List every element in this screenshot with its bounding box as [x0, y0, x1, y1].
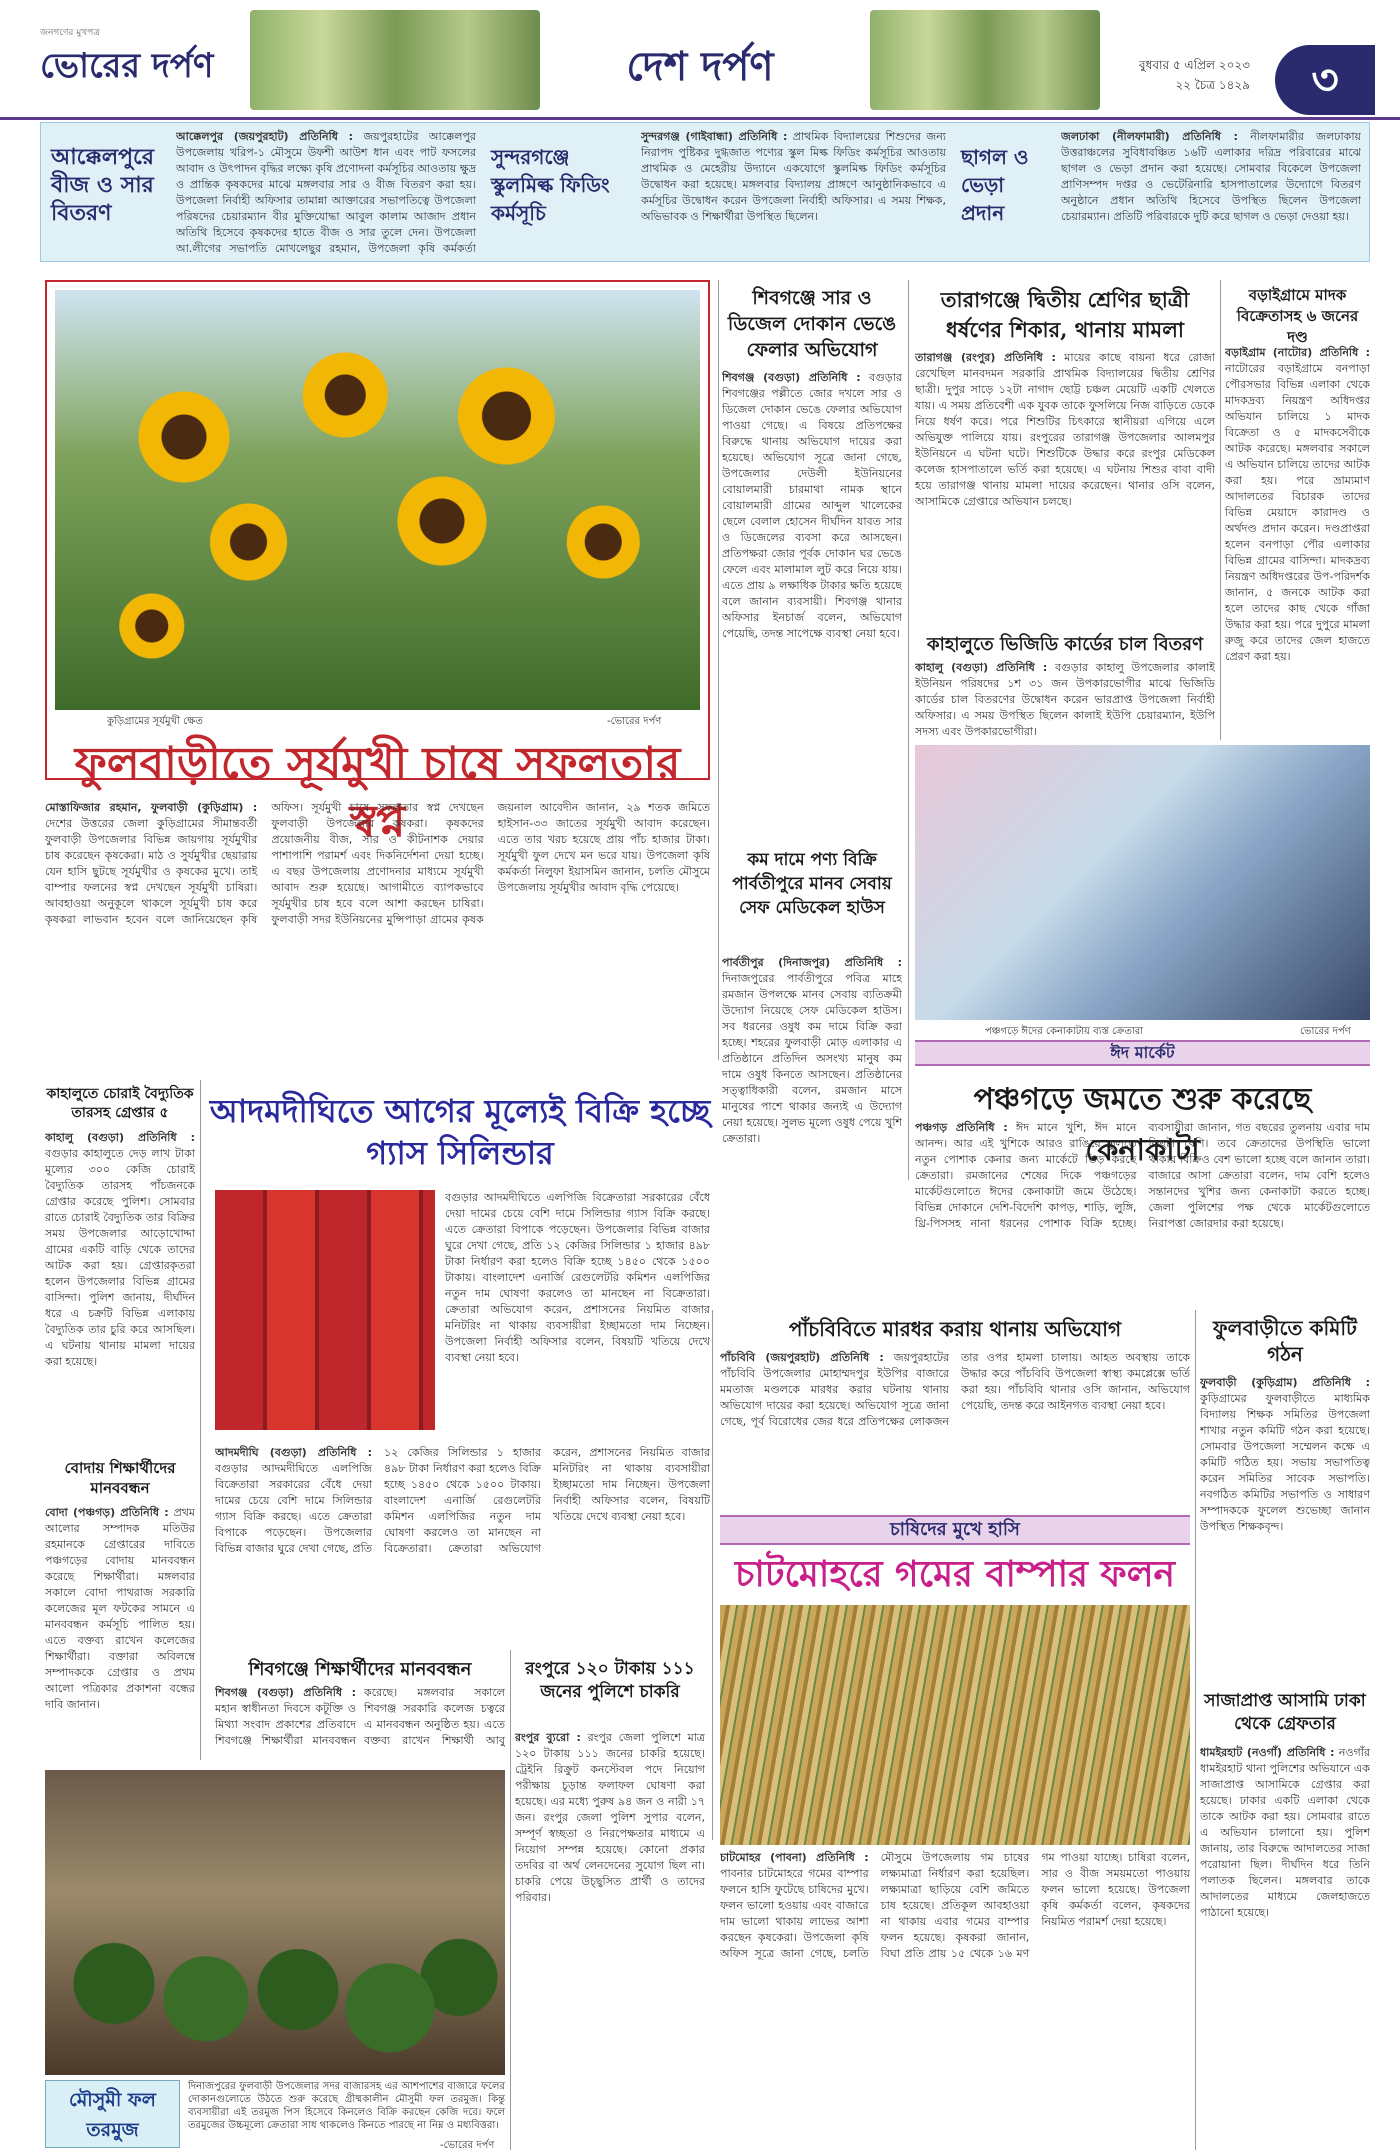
masthead-photo-strip-left [250, 10, 540, 110]
panchbibi-text: জয়পুরহাটের পাঁচবিবি উপজেলার মোহাম্মদপুর ইউপির বাজারে মমতাজ মণ্ডলকে মারধর করার ঘটনায় থানায় অভিযোগ দায়ের করা হয়েছে। অভিযোগ সূত্রে জানা গেছে, পূর্ব বিরোধের জের ধরে প্রতিপক্ষের লোকজন তার ওপর হামলা চালায়। আহত অবস্থায় তাকে উদ্ধার করে পাঁচবিবি উপজেলা স্বাস্থ্য কমপ্লেক্সে ভর্তি করা হয়। পাঁচবিবি থানার ওসি জানান, অভিযোগ পেয়েছি, তদন্ত করে আইনগত ব্যবস্থা নেয়া হবে। [720, 1351, 1190, 1428]
fulbari-committee-text: কুড়িগ্রামের ফুলবাড়ীতে মাধ্যমিক বিদ্যালয় শিক্ষক সমিতির উপজেলা শাখার নতুন কমিটি গঠন করা হয়েছে। সোমবার উপজেলা সম্মেলন কক্ষে এ কমিটি গঠিত হয়। সভায় সভাপতিত্ব করেন সমিতির সাবেক সভাপতি। নবগঠিত কমিটির সভাপতি ও সাধারণ সম্পাদককে ফুলেল শুভেচ্ছা জানান উপস্থিত শিক্ষকবৃন্দ। [1200, 1392, 1370, 1533]
sajaprapta-body [1200, 1745, 1370, 2145]
taraganj-byline: তারাগঞ্জ (রংপুর) প্রতিনিধি : [915, 351, 1056, 364]
column-rule [200, 1080, 201, 1760]
shibganj-rally-headline[interactable]: শিবগঞ্জে শিক্ষার্থীদের মানববন্ধন [248, 1659, 472, 1680]
brief-jaldhaka-text: নীলফামারীর জলঢাকায় উত্তরাঞ্চলের সুবিধাবঞ্চিত ১৬টি এলাকার দরিদ্র পরিবারের মাঝে ছাগল ও ভেড়া প্রদান করা হয়েছে। সোমবার বিকেলে উপজেলা প্রাণিসম্পদ দপ্তর ও ভেটেরিনারি হাসপাতালের উদ্যোগে বিতরণ অনুষ্ঠানে প্রধান অতিথি হিসেবে উপস্থিত ছিলেন উপজেলা চেয়ারম্যান। প্রতিটি পরিবারকে দুটি করে ছাগল ও ভেড়া দেওয়া হয়। [1061, 130, 1361, 223]
brief-sundarganj-text: প্রাথমিক বিদ্যালয়ের শিশুদের জন্য নিরাপদ পুষ্টিকর দুগ্ধজাত পণ্যের স্কুল মিল্ক ফিডিং কর্মসূচির আওতায় প্রাথমিক ও মেহেরীয় উদ্যানে একযোগে স্কুলমিল্ক ফিডিং কর্মসূচির উদ্বোধন করা হয়েছে। মঙ্গলবার বিদ্যালয় প্রাঙ্গণে আনুষ্ঠানিকভাবে এ কর্মসূচির উদ্বোধন করেন উপজেলা নির্বাহী অফিসার। এ সময় শিক্ষক, অভিভাবক ও শিক্ষার্থীরা উপস্থিত ছিলেন। [641, 130, 946, 223]
brief-jaldhaka-headline[interactable]: ছাগল ও ভেড়া প্রদান [961, 145, 1029, 225]
fulbari-committee-body [1200, 1375, 1370, 1675]
fulbari-committee-headline[interactable]: ফুলবাড়ীতে কমিটি গঠন [1213, 1316, 1357, 1366]
gas-headline[interactable]: আদমদীঘিতে আগের মূল্যেই বিক্রি হচ্ছে গ্যাস সিলিন্ডার [209, 1092, 711, 1172]
taraganj-headline[interactable]: তারাগঞ্জে দ্বিতীয় শ্রেণির ছাত্রী ধর্ষণের শিকার, থানায় মামলা [940, 287, 1190, 342]
brief-jaldhaka-byline: জলঢাকা (নীলফামারী) প্রতিনিধি : [1061, 130, 1238, 143]
kahalu-vgd-text: বগুড়ার কাহালু উপজেলার কালাই ইউনিয়ন পরিষদের ১শ ৩১ জন উপকারভোগীর মাঝে ভিজিডি কার্ডের চাল বিতরণের উদ্বোধন করেন ভারপ্রাপ্ত উপজেলা নির্বাহী অফিসার। এ সময় উপস্থিত ছিলেন কালাই ইউপি চেয়ারম্যান, ইউপি সদস্য এবং উপকারভোগীরা। [915, 661, 1215, 738]
eid-photo-credit: ভোরের দর্পণ [1300, 1026, 1351, 1037]
shibganj-sar-headline[interactable]: শিবগঞ্জে সার ও ডিজেল দোকান ভেঙে ফেলার অভিযোগ [727, 287, 897, 361]
panchbibi-headline[interactable]: পাঁচবিবিতে মারধর করায় থানায় অভিযোগ [788, 1317, 1122, 1341]
brief-sundarganj-body [641, 129, 946, 257]
brief-jaldhaka-body [1061, 129, 1361, 257]
baraigram-body [1225, 345, 1370, 740]
date-english: বুধবার ৫ এপ্রিল ২০২৩ [1138, 58, 1250, 72]
rangpur-body [515, 1730, 705, 2150]
gas-text-b: বগুড়ার আদমদীঘিতে এলপিজি বিক্রেতারা সরকারের বেঁধে দেয়া দামের চেয়ে বেশি দামে সিলিন্ডার গ্যাস বিক্রি করছে। এতে ক্রেতারা বিপাকে পড়েছেন। উপজেলার বিভিন্ন বাজার ঘুরে দেখা গেছে, প্রতি ১২ কেজির সিলিন্ডার ১ হাজার ৪৯৮ টাকা নির্ধারণ করা হলেও বিক্রি হচ্ছে ১৪৫০ থেকে ১৫০০ টাকায়। বাংলাদেশ এনার্জি রেগুলেটরি কমিশন এলপিজির নতুন দাম ঘোষণা করলেও তা মানছেন না বিক্রেতারা। ক্রেতারা অভিযোগ করেন, প্রশাসনের নিয়মিত বাজার মনিটরিং না থাকায় ব্যবসায়ীরা ইচ্ছামতো দাম নিচ্ছেন। উপজেলা নির্বাহী অফিসার বলেন, বিষয়টি খতিয়ে দেখে ব্যবস্থা নেয়া হবে। [215, 1446, 710, 1555]
shibganj-rally-byline: শিবগঞ্জ (বগুড়া) প্রতিনিধি : [215, 1686, 356, 1699]
lead-photo-credit: -ভোরের দর্পণ [607, 716, 662, 727]
gas-text-a: বগুড়ার আদমদীঘিতে এলপিজি বিক্রেতারা সরকারের বেঁধে দেয়া দামের চেয়ে বেশি দামে সিলিন্ডার গ্যাস বিক্রি করছে। এতে ক্রেতারা বিপাকে পড়েছেন। উপজেলার বিভিন্ন বাজার ঘুরে দেখা গেছে, প্রতি ১২ কেজির সিলিন্ডার ১ হাজার ৪৯৮ টাকা নির্ধারণ করা হলেও বিক্রি হচ্ছে ১৪৫০ থেকে ১৫০০ টাকায়। বাংলাদেশ এনার্জি রেগুলেটরি কমিশন এলপিজির নতুন দাম ঘোষণা করলেও তা মানছেন না বিক্রেতারা। ক্রেতারা অভিযোগ করেন, প্রশাসনের নিয়মিত বাজার মনিটরিং না থাকায় ব্যবসায়ীরা ইচ্ছামতো দাম নিচ্ছেন। উপজেলা নির্বাহী অফিসার বলেন, বিষয়টি খতিয়ে দেখে ব্যবস্থা নেয়া হবে। [445, 1191, 710, 1364]
boda-text: প্রথম আলোর সম্পাদক মতিউর রহমানকে গ্রেপ্তারের দাবিতে পঞ্চগড়ের বোদায় মানববন্ধন করেছে শিক্ষার্থীরা। মঙ্গলবার সকালে বোদা পাথরাজ সরকারি কলেজের মূল ফটকের সামনে এ মানববন্ধন কর্মসূচি পালিত হয়। এতে বক্তব্য রাখেন কলেজের শিক্ষার্থীরা। বক্তারা অবিলম্বে সম্পাদককে গ্রেপ্তার ও প্রথম আলো পত্রিকার প্রকাশনা বন্ধের দাবি জানান। [45, 1506, 195, 1711]
parbatipur-body [722, 955, 902, 1180]
brief-akkelpur-byline: আক্কেলপুর (জয়পুরহাট) প্রতিনিধি : [176, 130, 353, 143]
melon-credit: -ভোরের দর্পণ [440, 2140, 495, 2151]
newspaper-logo[interactable] [40, 25, 240, 105]
parbatipur-byline: পার্বতীপুর (দিনাজপুর) প্রতিনিধি : [722, 956, 902, 969]
sajaprapta-text: নওগাঁর ধামইরহাট থানা পুলিশের অভিযানে এক সাজাপ্রাপ্ত আসামিকে গ্রেপ্তার করা হয়েছে। ঢাকার একটি এলাকা থেকে তাকে আটক করা হয়। সোমবার রাতে এ অভিযান চালানো হয়। পুলিশ জানায়, তার বিরুদ্ধে আদালতের সাজা পরোয়ানা ছিল। দীর্ঘদিন ধরে তিনি পলাতক ছিলেন। মঙ্গলবার তাকে আদালতের মাধ্যমে জেলহাজতে পাঠানো হয়েছে। [1200, 1746, 1370, 1919]
eid-headline[interactable]: পঞ্চগড়ে জমতে শুরু করেছে কেনাকাটা [973, 1082, 1312, 1168]
kahalu-vgd-headline[interactable]: কাহালুতে ভিজিডি কার্ডের চাল বিতরণ [927, 634, 1203, 655]
lead-text: দেশের উত্তরের জেলা কুড়িগ্রামের সীমান্তবর্তী ফুলবাড়ী উপজেলার বিভিন্ন জায়গায় সূর্যমুখীর চাষ করেছেন কৃষকেরা। মাঠ ও সুর্যমুখীর ছেয়ারায় যেন হাসি ছুটছে সূর্যমুখীর ও কৃষকের মুখে। তাই বাম্পার ফলনের স্বপ্ন দেখছেন সূর্যমুখী চাষিরা। আবহাওয়া অনুকূলে থাকলে সূর্যমুখী চাষ করে কৃষকরা লাভবান হবেন বলে জানিয়েছেন কৃষি অফিস। সূর্যমুখী চাষে সফলতার স্বপ্ন দেখছেন ফুলবাড়ী উপজেলার কৃষকরা। কৃষকদের প্রয়োজনীয় বীজ, সার ও কীটনাশক দেয়ার পাশাপাশি পরামর্শ এবং দিকনির্দেশনা দেয়া হচ্ছে। এ বছর উপজেলায় প্রণোদনার মাধ্যমে সূর্যমুখী আবাদ শুরু হয়েছে। আগামীতে ব্যাপকভাবে সূর্যমুখীর চাষ হবে বলে আশা করছেন চাষিরা। ফুলবাড়ী সদর ইউনিয়নের মুন্সিপাড়া গ্রামের কৃষক জয়নাল আবেদীন জানান, ২৯ শতক জমিতে হাইসান-৩৩ জাতের সূর্যমুখী আবাদ করেছেন। এতে তার খরচ হয়েছে প্রায় পাঁচ হাজার টাকা। সূর্যমুখী ফুল দেখে মন ভরে যায়। উপজেলা কৃষি কর্মকর্তা নিলুফা ইয়াসমিন জানান, চলতি মৌসুমে উপজেলায় সূর্যমুখীর আবাদ বৃদ্ধি পেয়েছে। [45, 801, 710, 926]
masthead-photo-strip-right [870, 10, 1100, 110]
kahalu-text: বগুড়ার কাহালুতে দেড় লাখ টাকা মূল্যের ৩০০ কেজি চোরাই বৈদ্যুতিক তারসহ পাঁচজনকে গ্রেপ্তার করেছে পুলিশ। সোমবার রাতে চোরাই বৈদ্যুতিক তার বিক্রির সময় উপজেলার আড়োখোদ্দা গ্রামের একটি বাড়ি থেকে তাদের আটক করা হয়। গ্রেপ্তারকৃতরা হলেন উপজেলার বিভিন্ন গ্রামের বাসিন্দা। পুলিশ জানায়, দীর্ঘদিন ধরে এ চক্রটি বিভিন্ন এলাকায় বৈদ্যুতিক তার চুরি করে আসছিল। এ ঘটনায় থানায় মামলা দায়ের করা হয়েছে। [45, 1147, 195, 1368]
gas-byline: আদমদীঘি (বগুড়া) প্রতিনিধি : [215, 1446, 372, 1459]
eid-text: ঈদ মানে খুশি, ঈদ মানে আনন্দ। আর এই খুশিকে আরও রাঙিয়ে তুলতে নতুন পোশাক কেনার জন্য মার্কেটে ভিড় করছে ক্রেতারা। রমজানের শেষের দিকে পঞ্চগড়ের মার্কেটগুলোতে ঈদের কেনাকাটা জমে উঠেছে। বিভিন্ন দোকানে দেশি-বিদেশি কাপড়, শাড়ি, লুঙ্গি, থ্রি-পিসসহ নানা ধরনের পোশাক বিক্রি হচ্ছে। ব্যবসায়ীরা জানান, গত বছরের তুলনায় এবার দাম কিছুটা বেশি। তবে ক্রেতাদের উপস্থিতি ভালো থাকায় বিক্রিও বেশ ভালো হচ্ছে বলে জানান তারা। বাজারে আসা ক্রেতারা বলেন, দাম বেশি হলেও সন্তানদের খুশির জন্য কেনাকাটা করতে হচ্ছে। জেলা পুলিশের পক্ষ থেকে মার্কেটগুলোতে নিরাপত্তা জোরদার করা হয়েছে। [915, 1121, 1370, 1230]
lead-byline: মোস্তাফিজার রহমান, ফুলবাড়ী (কুড়িগ্রাম) : [45, 801, 258, 814]
wheat-text: পাবনার চাটমোহরে গমের বাম্পার ফলনে হাসি ফুটেছে চাষিদের মুখে। ফলন ভালো হওয়ায় এবং বাজারে দাম ভালো থাকায় লাভের আশা করছেন কৃষকেরা। উপজেলা কৃষি অফিস সূত্রে জানা গেছে, চলতি মৌসুমে উপজেলায় গম চাষের লক্ষ্যমাত্রা নির্ধারণ করা হয়েছিল। লক্ষ্যমাত্রা ছাড়িয়ে বেশি জমিতে চাষ হয়েছে। প্রতিকূল আবহাওয়া না থাকায় এবার গমের বাম্পার ফলন হয়েছে। কৃষকরা জানান, বিঘা প্রতি প্রায় ১৫ থেকে ১৬ মণ গম পাওয়া যাচ্ছে। চাষিরা বলেন, সার ও বীজ সময়মতো পাওয়ায় ফলন ভালো হয়েছে। উপজেলা কৃষি কর্মকর্তা বলেন, কৃষকদের নিয়মিত পরামর্শ দেয়া হয়েছে। [720, 1851, 1190, 1960]
eid-body [915, 1120, 1370, 1305]
boda-body [45, 1505, 195, 1755]
gas-body-right [445, 1190, 710, 1440]
fulbari-committee-byline: ফুলবাড়ী (কুড়িগ্রাম) প্রতিনিধি : [1200, 1376, 1370, 1389]
kahalu-vgd-byline: কাহালু (বগুড়া) প্রতিনিধি : [915, 661, 1048, 674]
briefs-band [40, 122, 1370, 262]
eid-market-bar: ঈদ মার্কেট [915, 1040, 1370, 1066]
eid-photo-caption: পঞ্চগড়ে ঈদের কেনাকাটায় ব্যস্ত ক্রেতারা [985, 1026, 1144, 1037]
parbatipur-text: দিনাজপুরের পার্বতীপুরে পবিত্র মাহে রমজান উপলক্ষে মানব সেবায় ব্যতিক্রমী উদ্যোগ নিয়েছে সেফ মেডিকেল হাউস। সব ধরনের ওষুধ কম দামে বিক্রি করা হচ্ছে। শহরের ফুলবাড়ী মোড় এলাকার এ প্রতিষ্ঠানে প্রতিদিন অসংখ্য মানুষ কম দামে ওষুধ কিনতে আসছেন। প্রতিষ্ঠানের সত্ত্বাধিকারী বলেন, রমজান মাসে মানুষের পাশে থাকার জন্যই এ উদ্যোগ নেয়া হয়েছে। সুলভ মূল্যে ওষুধ পেয়ে খুশি ক্রেতারা। [722, 972, 902, 1145]
date-bangla: ২২ চৈত্র ১৪২৯ [1175, 78, 1250, 92]
issue-date [1110, 55, 1250, 95]
logo-tagline: জনগণের মুখপত্র [40, 28, 100, 38]
shibganj-rally-text: মহান স্বাধীনতা দিবসে কটূক্তি ও মিথ্যা সংবাদ প্রকাশের প্রতিবাদে শিবগঞ্জে শিক্ষার্থীরা মানববন্ধন করেছে। মঙ্গলবার সকালে শিবগঞ্জ সরকারি কলেজ চত্বরে এ মানববন্ধন অনুষ্ঠিত হয়। এতে বক্তব্য রাখেন শিক্ষার্থী আবু [215, 1686, 505, 1747]
section-title: দেশ দর্পণ [550, 30, 850, 100]
gas-body-bottom [215, 1445, 710, 1645]
boda-headline[interactable]: বোদায় শিক্ষার্থীদের মানববন্ধন [64, 1459, 176, 1497]
sunflower-field-photo [55, 290, 700, 710]
column-rule [908, 280, 909, 1180]
shibganj-sar-text: বগুড়ার শিবগঞ্জের পল্লীতে জোর দখলে সার ও ডিজেল দোকান ভেঙে ফেলার অভিযোগ পাওয়া গেছে। এ বিষয়ে প্রতিপক্ষের বিরুদ্ধে থানায় অভিযোগ দায়ের করা হয়েছে। অভিযোগ সূত্রে জানা গেছে, উপজেলার দেউলী ইউনিয়নের বোয়ালমারী চারমাথা নামক স্থানে বোয়ালমারী গ্রামের আব্দুল খালেকের ছেলে বেলাল হোসেন দীর্ঘদিন যাবত সার ও ডিজেলের ব্যবসা করে আসছেন। প্রতিপক্ষরা জোর পূর্বক দোকান ঘর ভেঙে ফেলে এবং মালামাল লুট করে নিয়ে যায়। এতে প্রায় ৯ লক্ষাধিক টাকার ক্ষতি হয়েছে বলে জানান ব্যবসায়ী। শিবগঞ্জ থানার অফিসার ইনচার্জ বলেন, অভিযোগ পেয়েছি, তদন্ত সাপেক্ষে ব্যবস্থা নেয়া হবে। [722, 371, 902, 640]
wheat-byline: চাটমোহর (পাবনা) প্রতিনিধি : [720, 1851, 869, 1864]
taraganj-text: মায়ের কাছে বায়না ধরে রোজা রেখেছিল মানবদমন সরকারি প্রাথমিক বিদ্যালয়ের দ্বিতীয় শ্রেণির ছাত্রী। দুপুর সাড়ে ১২টা নাগাদ ছোট্ট চঞ্চল মেয়েটি একটি খেলতে যায়। এ সময় প্রতিবেশী এক যুবক তাকে ফুসলিয়ে নিজ বাড়িতে ডেকে নিয়ে ধর্ষণ করে। পরে শিশুটির চিৎকারে স্থানীয়রা এগিয়ে এলে অভিযুক্ত পালিয়ে যায়। রংপুরের তারাগঞ্জ উপজেলার আলমপুর ইউনিয়নে এ ঘটনা ঘটে। শিশুটিকে উদ্ধার করে রংপুর মেডিকেল কলেজ হাসপাতালে ভর্তি করা হয়েছে। এ ঘটনায় শিশুর বাবা বাদী হয়ে তারাগঞ্জ থানায় মামলা দায়ের করেছেন। থানার ওসি বলেন, আসামিকে গ্রেপ্তারে অভিযান চলছে। [915, 351, 1215, 508]
brief-sundarganj-byline: সুন্দরগঞ্জ (গাইবান্ধা) প্রতিনিধি : [641, 130, 788, 143]
eid-byline: পঞ্চগড় প্রতিনিধি : [915, 1121, 1008, 1134]
sajaprapta-byline: ধামইরহাট (নওগাঁ) প্রতিনিধি : [1200, 1746, 1335, 1759]
wheat-body [720, 1850, 1190, 2150]
rangpur-text: রংপুর জেলা পুলিশে মাত্র ১২০ টাকায় ১১১ জনের চাকরি হয়েছে। ট্রেইনি রিক্রুট কনস্টেবল পদে নিয়োগ পরীক্ষায় চূড়ান্ত ফলাফল ঘোষণা করা হয়েছে। এর মধ্যে পুরুষ ৯৪ জন ও নারী ১৭ জন। রংপুর জেলা পুলিশ সুপার বলেন, সম্পূর্ণ স্বচ্ছতা ও নিরপেক্ষতার মাধ্যমে এ নিয়োগ সম্পন্ন হয়েছে। কোনো প্রকার তদবির বা অর্থ লেনদেনের সুযোগ ছিল না। চাকরি পেয়ে উচ্ছ্বসিত প্রার্থী ও তাদের পরিবার। [515, 1731, 705, 1904]
melon-headline[interactable]: মৌসুমী ফল তরমুজ [69, 2089, 156, 2141]
lead-body [45, 800, 710, 1070]
taraganj-body [915, 350, 1215, 625]
melon-headline-box [45, 2080, 180, 2148]
brief-akkelpur-headline[interactable]: আক্কেলপুরে বীজ ও সার বিতরণ [51, 144, 154, 226]
brief-akkelpur-body [176, 129, 476, 257]
column-rule [1220, 280, 1221, 740]
kahalu-body [45, 1130, 195, 1450]
lead-photo-caption: কুড়িগ্রামের সূর্যমুখী ক্ষেত [107, 716, 203, 727]
melon-body [188, 2080, 505, 2140]
kahalu-vgd-body [915, 660, 1215, 740]
wheat-kicker: চাষিদের মুখে হাসি [720, 1515, 1190, 1545]
masthead [0, 0, 1400, 120]
boda-byline: বোদা (পঞ্চগড়) প্রতিনিধি : [45, 1506, 169, 1519]
baraigram-byline: বড়াইগ্রাম (নাটোর) প্রতিনিধি : [1225, 346, 1370, 359]
lead-photo-frame [45, 280, 710, 780]
panchbibi-byline: পাঁচবিবি (জয়পুরহাট) প্রতিনিধি : [720, 1351, 884, 1364]
column-rule [1195, 1310, 1196, 2150]
logo-name: ভোরের দর্পণ [40, 46, 214, 86]
rangpur-byline: রংপুর ব্যুরো : [515, 1731, 581, 1744]
melon-text: দিনাজপুরের ফুলবাড়ী উপজেলার সদর বাজারসহ এর আশপাশের বাজারে ফলের দোকানগুলোতে উঠতে শুরু করেছে গ্রীষ্মকালীন মৌসুমী ফল তরমুজ। কিন্তু ব্যবসায়ীরা এই তরমুজ পিস হিসেবে কিনলেও বিক্রি করছেন কেজি দরে। ফলে তরমুজের উচ্চমূল্যে ক্রেতারা সাধ থাকলেও কিনতে পারছে না নিম্ন ও মধ্যবিত্তরা। [188, 2081, 505, 2131]
kahalu-byline: কাহালু (বগুড়া) প্রতিনিধি : [45, 1131, 195, 1144]
shibganj-sar-body [722, 370, 902, 840]
panchbibi-body [720, 1350, 1190, 1510]
column-rule [718, 280, 719, 1060]
baraigram-text: নাটোরের বড়াইগ্রামে বনপাড়া পৌরসভার বিভিন্ন এলাকা থেকে মাদকদ্রব্য নিয়ন্ত্রণ অধিদপ্তর অভিযান চালিয়ে ১ মাদক বিক্রেতা ও ৫ মাদকসেবীকে আটক করেছে। মঙ্গলবার সকালে এ অভিযান চালিয়ে তাদের আটক করা হয়। পরে ভ্রাম্যমাণ আদালতের বিচারক তাদের বিভিন্ন মেয়াদে কারাদণ্ড ও অর্থদণ্ড প্রদান করেন। দণ্ডপ্রাপ্তরা হলেন বনপাড়া পৌর এলাকার বিভিন্ন গ্রামের বাসিন্দা। মাদকদ্রব্য নিয়ন্ত্রণ অধিদপ্তরের উপ-পরিদর্শক জানান, ৫ জনকে আটক করা হলে তাদের কাছ থেকে গাঁজা উদ্ধার করা হয়। পরে দুপুরে মামলা রুজু করে তাদের জেল হাজতে প্রেরণ করা হয়। [1225, 362, 1370, 663]
brief-sundarganj-headline[interactable]: সুন্দরগঞ্জে স্কুলমিল্ক ফিডিং কর্মসূচি [491, 145, 610, 225]
kahalu-headline[interactable]: কাহালুতে চোরাই বৈদ্যুতিক তারসহ গ্রেপ্তার ৫ [46, 1086, 194, 1121]
wheat-field-photo [720, 1605, 1190, 1845]
lead-headline[interactable]: ফুলবাড়ীতে সূর্যমুখী চাষে সফলতার স্বপ্ন [74, 738, 681, 847]
brief-akkelpur-text: জয়পুরহাটের আক্কেলপুর উপজেলায় খরিপ-১ মৌসুমে উফশী আউশ ধান এবং পাট ফসলের আবাদ ও উৎপাদন বৃদ্ধির লক্ষ্যে কৃষি প্রণোদনা কর্মসূচির আওতায় ক্ষুদ্র ও প্রান্তিক কৃষকদের মাঝে মঙ্গলবার সার ও বীজ বিতরণ করা হয়। উপজেলা নির্বাহী অফিসার তামান্না আক্তারের সভাপতিত্বে উপজেলা পরিষদের চেয়ারম্যান বীর মুক্তিযোদ্ধা আবুল কালাম আজাদ প্রধান অতিথি হিসেবে কৃষকদের হাতে বীজ ও সার তুলে দেন। উপজেলা আ.লীগের সভাপতি মোখলেছুর রহমান, উপজেলা কৃষি কর্মকর্তা [176, 130, 476, 255]
watermelon-photo [45, 1770, 505, 2075]
gas-cylinder-photo [215, 1190, 435, 1430]
page-number: ৩ [1275, 45, 1375, 115]
sajaprapta-headline[interactable]: সাজাপ্রাপ্ত আসামি ঢাকা থেকে গ্রেফতার [1204, 1691, 1366, 1734]
shibganj-sar-byline: শিবগঞ্জ (বগুড়া) প্রতিনিধি : [722, 371, 861, 384]
parbatipur-headline[interactable]: কম দামে পণ্য বিক্রি পার্বতীপুরে মানব সেবায় সেফ মেডিকেল হাউস [732, 850, 892, 918]
rangpur-headline[interactable]: রংপুরে ১২০ টাকায় ১১১ জনের পুলিশে চাকরি [525, 1659, 695, 1702]
shibganj-rally-body [215, 1685, 505, 1760]
wheat-headline[interactable]: চাটমোহরে গমের বাম্পার ফলন [734, 1553, 1176, 1595]
baraigram-headline[interactable]: বড়াইগ্রামে মাদক বিক্রেতাসহ ৬ জনের দণ্ড [1236, 286, 1359, 346]
column-rule [510, 1650, 511, 2150]
column-rule [712, 1310, 713, 1840]
eid-shopping-photo [915, 745, 1370, 1020]
